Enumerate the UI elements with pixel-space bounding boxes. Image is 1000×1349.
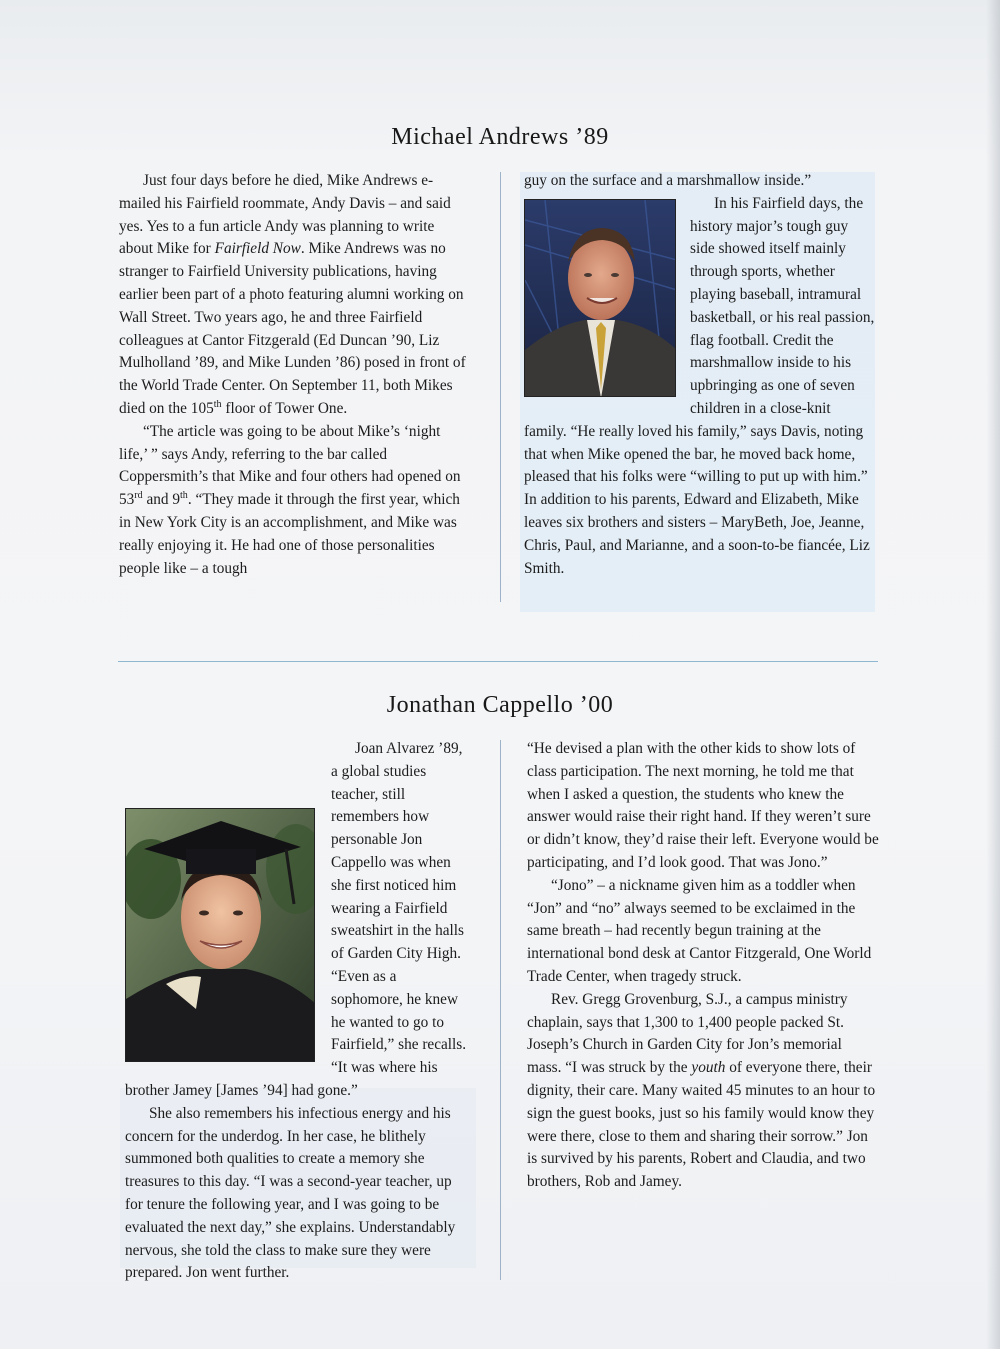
cappello-paragraph: Joan Alvarez ’89, a global studies teacher, still remembers how personable Jon Cappello was when she first noticed him wearing a Fairfield sweatshirt in the halls of Garden City High. “Even as a sophomore, he knew he wanted to go to Fairfield,” she recalls. “It was where his brother Jamey [James ’94] had gone.” — [125, 740, 467, 1099]
andrews-photo — [524, 199, 676, 397]
portrait-image — [126, 809, 315, 1062]
text-run: . Mike Andrews was no stranger to Fairfield University publications, having earlier been part of a photo featuring alumni working on Wall Street. Two years ago, he and three Fairfield colleagues at Cantor Fitzgerald (Ed Duncan ’90, Liz Mulholland ’89, and Mike Lunden ’86) posed in front of the World Trade Center. On September 11, both Mikes died on the 105 — [119, 240, 466, 417]
ordinal-suffix: th — [180, 490, 188, 502]
cappello-portrait — [125, 808, 315, 1062]
andrews-left-column — [119, 170, 469, 580]
column-divider — [500, 740, 501, 1280]
cappello-paragraph — [527, 989, 879, 1194]
text-run: . “They made it through the first year, which in New York City is an accomplishment, and Mike was really enjoying it. He had one of those personalities people like – a tough — [119, 491, 460, 577]
andrews-paragraph: In his Fairfield days, the history major’s tough guy side showed itself mainly through sports, whether playing baseball, intramural basketball, or his real passion, flag football. Credit the marshmallow inside to his upbringing as one of seven children in a close-knit family. “He really loved his family,” says Davis, noting that when Mike opened the bar, he moved back home, pleased that his folks were “willing to put up with him.” In addition to his parents, Edward and Elizabeth, Mike leaves six brothers and sisters – MaryBeth, Joe, Jeanne, Chris, Paul, and Marianne, and a soon-to-be fiancée, Liz Smith. — [524, 194, 875, 577]
section-divider — [118, 661, 878, 662]
text-run: Just four days before he died, Mike Andrews e-mailed his Fairfield roommate, Andy Davis – and said yes. Yes to a fun article Andy was planning to write about Mike for — [119, 172, 451, 258]
portrait-image — [525, 200, 676, 397]
ordinal-suffix: th — [213, 398, 222, 410]
andrews-paragraph — [119, 421, 469, 581]
andrews-right-column — [524, 170, 876, 580]
publication-name: Fairfield Now — [214, 240, 301, 258]
cappello-paragraph: She also remembers his infectious energy and his concern for the underdog. In her case, he blithely summoned both qualities to create a memory she treasures to this day. “I was a second-year teacher, up for tenure the following year, and I was going to be evaluated the next day,” she explains. Understandably nervous, she told the class to make sure they were prepared. Jon went further. — [125, 1104, 456, 1282]
text-run: of everyone there, their dignity, their care. Many waited 45 minutes to an hour to sign the guest books, just so his family would know they were there, close to them and sharing their sorrow.” Jon is survived by his parents, Robert and Claudia, and two brothers, Rob and Jamey. — [527, 1059, 876, 1191]
page-edge-shadow — [986, 0, 1000, 1349]
obituary-title-andrews: Michael Andrews ’89 — [391, 124, 609, 150]
text-run: “The article was going to be about Mike’s ‘night life,’ ” says Andy, referring to the bar called Coppersmith’s that Mike and four others had opened on 53 — [119, 422, 461, 509]
emphasis: youth — [691, 1059, 726, 1077]
ordinal-suffix: rd — [134, 490, 143, 502]
andrews-paragraph: guy on the surface and a marshmallow inside.” — [524, 172, 812, 189]
andrews-paragraph — [119, 170, 469, 421]
cappello-right-column — [527, 738, 879, 1194]
cappello-photo — [125, 808, 315, 1062]
cappello-paragraph: “Jono” – a nickname given him as a toddler when “Jon” and “no” always seemed to be exclaimed in the same breath – had recently begun training at the international bond desk at Cantor Fitzgerald, One World Trade Center, when tragedy struck. — [527, 876, 872, 985]
text-run: floor of Tower One. — [221, 399, 348, 417]
column-divider — [500, 172, 501, 602]
text-run: Rev. Gregg Grovenburg, S.J., a campus ministry chaplain, says that 1,300 to 1,400 people packed St. Joseph’s Church in Garden City for Jon’s memorial mass. “I was struck by the — [527, 990, 848, 1077]
andrews-portrait — [524, 199, 676, 397]
cappello-left-column — [125, 738, 471, 1285]
text-run: and 9 — [142, 491, 181, 509]
obituary-title-cappello: Jonathan Cappello ’00 — [386, 692, 614, 718]
cappello-paragraph: “He devised a plan with the other kids to show lots of class participation. The next morning, he told me that when I asked a question, the students who knew the answer would raise their right hand. If they weren’t sure or didn’t know, they’d raise their left. Everyone would be participating, and I’d look good. That was Jono.” — [527, 740, 879, 871]
